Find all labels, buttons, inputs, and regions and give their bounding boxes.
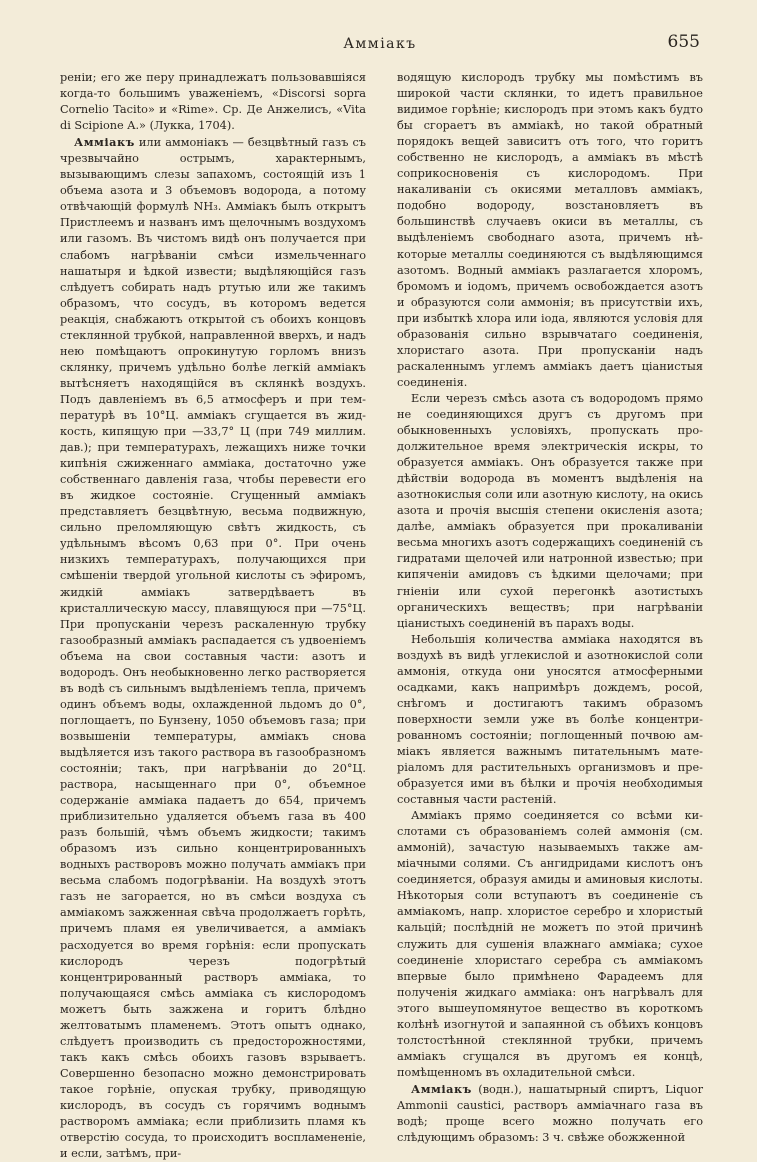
paragraph-continued: водящую кислородъ трубку мы помѣстимъ въ широкой части склянки, то идетъ правильное видимое горѣніе; кислородъ при этомъ какъ будто бы сгораетъ въ амміакѣ, но такой обратный порядокъ вещей зависитъ отъ того, что горитъ собственно не кислородъ, а амміакъ въ мѣстѣ соприкосновенія съ кислородомъ. При накаливаніи съ окисями металловъ амміакъ, подобно водороду, возстановляетъ въ большинствѣ случаевъ окиси въ металлы, съ выдѣленіемъ свободнаго азота, причемъ нѣкоторые металлы соединяются съ выдѣляющимся азотомъ. Водный амміакъ разлагается хлоромъ, бромомъ и іодомъ, причемъ освобождается азотъ и образуются соли аммонія; въ присутствіи ихъ, при избыткѣ хлора или іода, являются условія для образованія сильно взрывчатаго соединенія, хлористаго азота. При пропусканіи надъ раскаленнымъ углемъ амміакъ даетъ ціанистыя соединенія. (397, 71, 703, 389)
paragraph-occurrence: Небольшія количества амміака находятся въ воздухѣ въ видѣ углекислой и азотнокислой соли аммонія, откуда они уносятся атмосферными осадками, какъ напримѣръ дождемъ, росой, снѣгомъ и достигаютъ такимъ образомъ поверхности земли уже въ болѣе концентрированномъ состояніи; поглощенный почвою амміакъ является важнымъ питательнымъ матеріаломъ для растительныхъ организмовъ и преобразуется ими въ бѣлки и прочія необходимыя составныя части растеній. (397, 632, 703, 807)
paragraph-formation: Если черезъ смѣсь азота съ водородомъ прямо не соединяющихся другъ съ другомъ при обыкновенныхъ условіяхъ, пропускать продолжительное время электрическія искры, то образуется амміакъ. Онъ образуется также при дѣйствіи водорода въ моментъ выдѣленія на азотнокислыя соли или азотную кислоту, на окись азота и прочія высшія степени окисленія азота; далѣе, амміакъ образуется при прокаливаніи весьма многихъ азотъ содержащихъ соединеній съ гидратами щелочей или натронной известью; при кипяченіи амидовъ съ ѣдкими щелочами; при гніеніи или сухой перегонкѣ азотистыхъ органическихъ веществъ; при нагрѣваніи ціанистыхъ соединеній въ парахъ воды. (397, 391, 703, 630)
entry-text: (водн.), нашатырный спиртъ, Liquor Ammonii caustici, растворъ амміачнаго газа въ водѣ; проще всего можно получать его слѣдующимъ образомъ: 3 ч. свѣже обожженной (397, 1082, 703, 1145)
page-header (60, 30, 700, 56)
right-column (397, 70, 703, 1146)
paragraph-reactions: Амміакъ прямо соединяется со всѣми кислотами съ образованіемъ солей аммонія (см. аммоній), зачастую называемыхъ также амміачными солями. Съ ангидридами кислотъ онъ соединяется, образуя амиды и аминовыя кислоты. Нѣкоторыя соли вступаютъ въ соединеніе съ амміакомъ, напр. хлористое серебро и хлористый кальцій; послѣдній не можетъ по этой причинѣ служить для сушенія влажнаго амміака; сухое соединеніе хлористаго серебра съ амміакомъ впервые было примѣнено Фарадеемъ для полученія жидкаго амміака: онъ нагрѣвалъ для этого вышеупомянутое вещество въ короткомъ колѣнѣ изогнутой и запаянной съ обѣихъ концовъ толстостѣнной стеклянной трубки, причемъ амміакъ сгущался въ другомъ ея концѣ, помѣщенномъ въ охладительной смѣси. (397, 809, 703, 1079)
entry-text: или аммоніакъ — безцвѣтный газъ съ чрезвычайно острымъ, характернымъ, вызывающимъ слезы запахомъ, состоящій изъ 1 объема азота и 3 объемовъ водорода, а потому отвѣчающій формулѣ NH₃. Амміакъ былъ открытъ Пристлеемъ и названъ имъ щелочнымъ воздухомъ или газомъ. Въ чистомъ видѣ онъ получается при слабомъ нагрѣваніи смѣси измельченнаго нашатыря и ѣдкой извести; выдѣляющійся газъ слѣдуетъ собирать надъ ртутью или же такимъ образомъ, что сосудъ, въ которомъ ведется реакція, снабжаютъ открытой съ обоихъ концовъ стеклянной трубкой, направленной вверхъ, и надъ нею помѣщаютъ опрокинутую горломъ внизъ склянку, причемъ удѣльно болѣе легкій амміакъ вытѣсняетъ находящійся въ склянкѣ воздухъ. Подъ давленіемъ въ 6,5 атмосферъ и при температурѣ въ 10°Ц. амміакъ сгущается въ жидкость, кипящую при —33,7° Ц (при 749 миллим. дав.); при температурахъ, лежащихъ ниже точки кипѣнія сжиженнаго амміака, достаточно уже собственнаго давленія газа, чтобы перевести его въ жидкое состояніе. Сгущенный амміакъ представляетъ безцвѣтную, весьма подвижную, сильно преломляющую свѣтъ жидкость, съ удѣльнымъ вѣсомъ 0,63 при 0°. При очень низкихъ температурахъ, получающихся при смѣшеніи твердой угольной кислоты съ эфиромъ, жидкій амміакъ затвердѣваетъ въ кристаллическую массу, плавящуюся при —75°Ц. При пропусканіи черезъ раскаленную трубку газообразный амміакъ распадается съ удвоеніемъ объема на свои составныя части: азотъ и водородъ. Онъ необыкновенно легко растворяется въ водѣ съ сильнымъ выдѣленіемъ тепла, причемъ одинъ объемъ воды, охлажденной льдомъ до 0°, поглощаетъ, по Бунзену, 1050 объемовъ газа; при возвышеніи температуры, амміакъ снова выдѣляется изъ такого раствора въ газообразномъ состояніи; такъ, при нагрѣваніи до 20°Ц. раствора, насыщеннаго при 0°, объемное содержаніе амміака падаетъ до 654, причемъ приблизительно удаляется объемъ газа въ 400 разъ большій, чѣмъ объемъ жидкости; такимъ образомъ изъ сильно концентрированныхъ водныхъ растворовъ можно получать амміакъ при весьма слабомъ подогрѣваніи. На воздухѣ этотъ газъ не загорается, но въ смѣси воздуха съ амміакомъ зажженная свѣча продолжаетъ горѣть, причемъ пламя ея увеличивается, а амміакъ расходуется во время горѣнія: если пропускать кислородъ черезъ подогрѣтый концентрированный растворъ амміака, то получающаяся смѣсь амміака съ кислородомъ можетъ быть зажжена и горитъ блѣдно желтоватымъ пламенемъ. Этотъ опытъ однако, слѣдуетъ производить съ предосторожностями, такъ какъ смѣсь обоихъ газовъ взрываетъ. Совершенно безопасно можно демонстрировать такое горѣніе, опуская трубку, приводящую кислородъ, въ сосудъ съ горячимъ воднымъ растворомъ амміака; если приблизить пламя къ отверстію сосуда, то происходитъ воспламененіе, и если, затѣмъ, при- (60, 136, 366, 1161)
running-title: Амміакъ (343, 36, 417, 52)
paragraph-aqueous-ammonia-entry (397, 1081, 703, 1146)
headword: Амміакъ (74, 135, 135, 150)
left-column (60, 70, 366, 1162)
page-number: 655 (667, 32, 700, 52)
paragraph-continued: реніи; его же перу принадлежатъ пользовавшіяся когда-то большимъ уваженіемъ, «Discorsi sopra Cornelio Tacito» и «Rime». Ср. Де Анжелисъ, «Vita di Scipione A.» (Лукка, 1704). (60, 71, 366, 133)
headword: Амміакъ (411, 1081, 472, 1096)
paragraph-ammonia-entry (60, 134, 366, 1162)
